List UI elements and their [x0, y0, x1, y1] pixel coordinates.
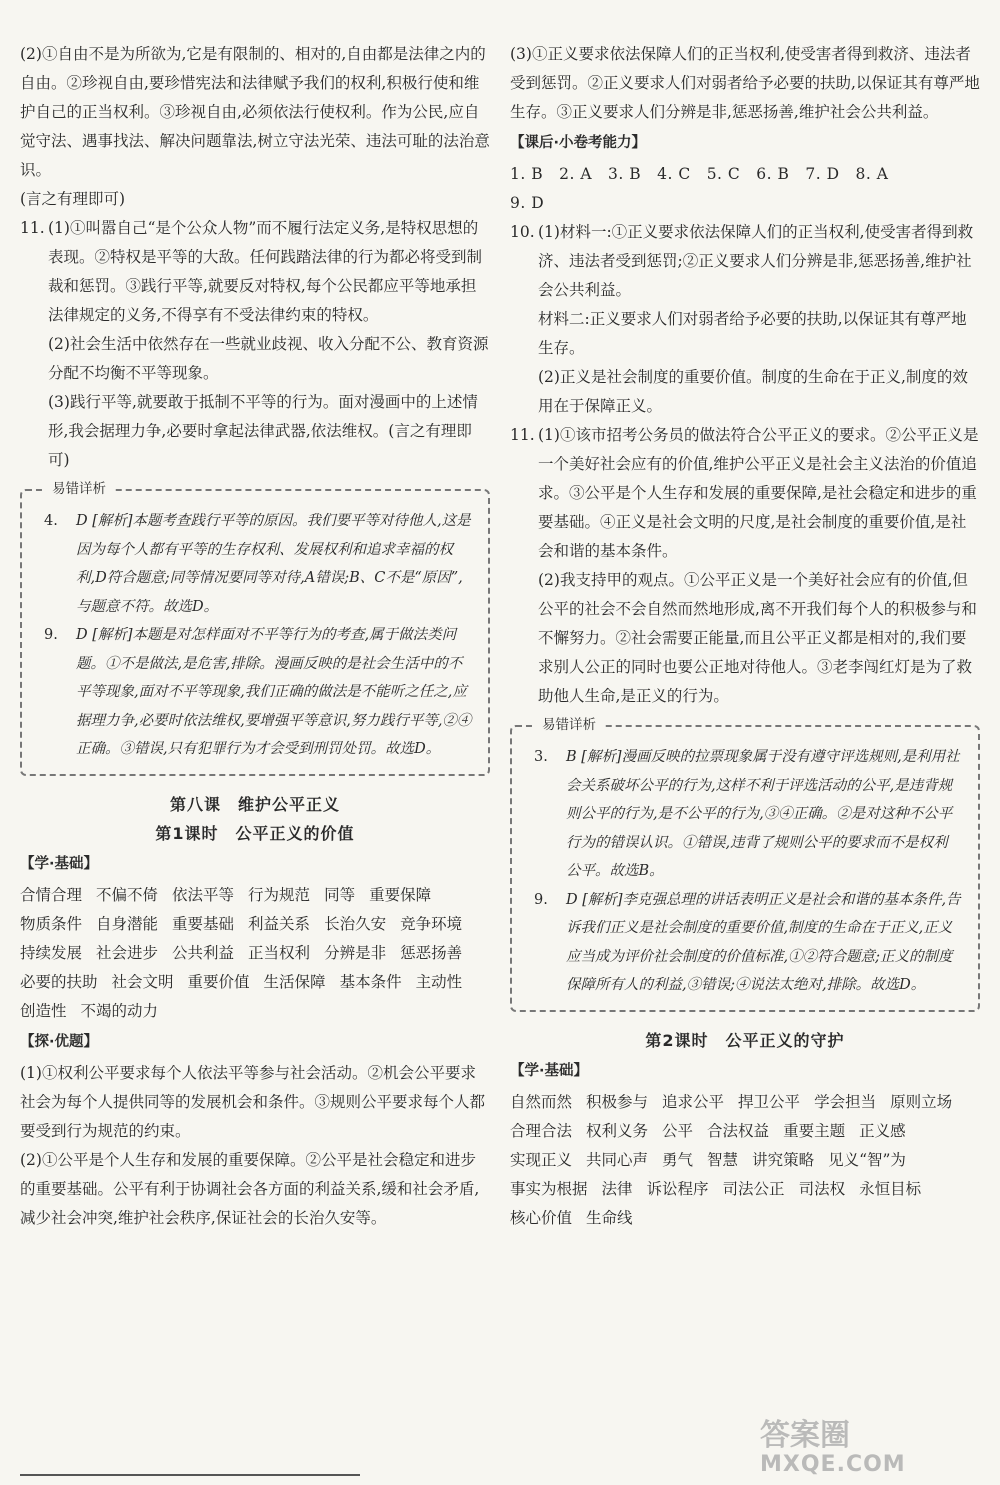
keyword: 自然而然	[510, 1092, 573, 1111]
keyword: 生命线	[586, 1208, 633, 1227]
keyword: 生活保障	[263, 972, 326, 991]
keyword: 不竭的动力	[80, 1001, 159, 1020]
answer-paragraph: (2)社会生活中依然存在一些就业歧视、收入分配不公、教育资源分配不均衡不平等现象。	[48, 335, 489, 382]
item-text: D [解析]本题是对怎样面对不平等行为的考查,属于做法类问题。①不是做法,是危害,排除。漫画反映的是社会生活中的不平等现象,面对不平等现象,我们正确的做法是不能听之任之,应据理力争,必要时依法维权,要增强平等意识,努力践行平等,②④正确。③错误,只有犯罪行为才会受到刑罚处罚。故选D。	[76, 627, 472, 757]
choice-answers: 9. D	[510, 194, 545, 212]
answer-paragraph: (3)①正义要求依法保障人们的正当权利,使受害者得到救济、违法者受到惩罚。②正义要求人们对弱者给予必要的扶助,以保证其有尊严地生存。③正义要求人们分辨是非,惩恶扬善,维护社会公共利益。	[510, 45, 980, 121]
keyword: 利益关系	[248, 914, 311, 933]
analysis-item	[44, 507, 472, 621]
keyword: 共同心声	[586, 1150, 649, 1169]
keyword: 基本条件	[339, 972, 402, 991]
keyword: 物质条件	[20, 914, 83, 933]
keyword: 创造性	[20, 1001, 67, 1020]
item-text: D [解析]李克强总理的讲话表明正义是社会和谐的基本条件,告诉我们正义是社会制度的重要价值,制度的生命在于正义,正义应当成为评价社会制度的价值标准,①②符合题意;正义的制度保障所有人的利益,③错误;④说法太绝对,排除。故选D。	[566, 891, 961, 993]
period-title: 第1课时 公平正义的价值	[155, 823, 355, 843]
keyword: 必要的扶助	[20, 972, 98, 991]
keyword: 主动性	[415, 972, 463, 991]
watermark-url: MXQE.COM	[760, 1452, 906, 1477]
keyword: 竞争环境	[400, 914, 463, 933]
item-number: 3.	[534, 749, 548, 765]
answer-paragraph: 材料二:正义要求人们对弱者给予必要的扶助,以保证其有尊严地生存。	[538, 310, 967, 357]
section-heading: 【探·优题】	[20, 1033, 99, 1050]
answer-paragraph: (1)①权利公平要求每个人依法平等参与社会活动。②机会公平要求社会为每个人提供同等的发展机会和条件。③规则公平要求每个人都要受到行为规范的约束。	[20, 1063, 486, 1140]
keyword: 长治久安	[324, 914, 387, 933]
error-analysis-box	[20, 481, 490, 776]
section-heading: 【课后·小卷考能力】	[510, 135, 647, 151]
left-column	[20, 40, 490, 1233]
analysis-item	[534, 886, 962, 1000]
keyword: 社会进步	[96, 943, 159, 962]
keyword: 永恒目标	[859, 1179, 922, 1198]
box-title: 易错详析	[44, 479, 114, 499]
item-text: D [解析]本题考查践行平等的原因。我们要平等对待他人,这是因为每个人都有平等的生存权利、发展权利和追求幸福的权利,D符合题意;同等情况要同等对待,A错误;B、C不是“原因”,与题意不符。故选D。	[76, 513, 471, 615]
analysis-item	[534, 743, 962, 886]
item-number: 4.	[44, 513, 58, 529]
question-number: 11.	[20, 219, 45, 237]
answer-paragraph: (1)①该市招考公务员的做法符合公平正义的要求。②公平正义是一个美好社会应有的价值,维护公平正义是社会主义法治的价值追求。③公平是个人生存和发展的重要保障,是社会稳定和进步的重要基础。④正义是社会文明的尺度,是社会制度的重要价值,是社会和谐的基本条件。	[538, 426, 979, 560]
keyword: 合法权益	[707, 1121, 770, 1140]
keyword: 原则立场	[890, 1092, 953, 1111]
item-text: B [解析]漫画反映的拉票现象属于没有遵守评选规则,是利用社会关系破坏公平的行为,这样不利于评选活动的公平,是违背规则公平的行为,是不公平的行为,③④正确。②是对这种不公平行为的错误认识。①错误,违背了规则公平的要求而不是权利公平。故选B。	[566, 749, 960, 879]
keyword: 捍卫公平	[738, 1092, 801, 1111]
keyword: 正义感	[859, 1121, 906, 1140]
keyword: 司法权	[798, 1179, 846, 1198]
period-title: 第2课时 公平正义的守护	[645, 1030, 845, 1050]
keyword: 惩恶扬善	[400, 943, 463, 962]
keyword: 不偏不倚	[96, 885, 159, 904]
keyword: 正当权利	[248, 943, 311, 962]
answer-paragraph: (2)我支持甲的观点。①公平正义是一个美好社会应有的价值,但公平的社会不会自然而然地形成,离不开我们每个人的积极参与和不懈努力。②社会需要正能量,而且公平正义都是相对的,我们要求别人公正的同时也要公正地对待他人。③老李闯红灯是为了救助他人生命,是正义的行为。	[538, 571, 977, 705]
question-number: 11.	[510, 426, 535, 444]
keyword: 讲究策略	[752, 1150, 815, 1169]
section-heading: 【学·基础】	[510, 1062, 589, 1079]
box-title: 易错详析	[534, 715, 604, 735]
answer-note: (言之有理即可)	[20, 190, 126, 208]
keyword: 行为规范	[248, 885, 311, 904]
answer-paragraph: (2)①公平是个人生存和发展的重要保障。②公平是社会稳定和进步的重要基础。公平有利于协调社会各方面的利益关系,缓和社会矛盾,减少社会冲突,维护社会秩序,保证社会的长治久安等。	[20, 1150, 480, 1227]
question-11	[510, 421, 980, 711]
question-number: 10.	[510, 223, 535, 241]
answer-paragraph: (1)材料一:①正义要求依法保障人们的正当权利,使受害者得到救济、违法者受到惩罚;②正义要求人们分辨是非,惩恶扬善,维护社会公共利益。	[538, 223, 974, 299]
keyword: 学会担当	[814, 1092, 877, 1111]
analysis-item	[44, 621, 472, 764]
right-column	[510, 40, 980, 1233]
keyword: 公平	[662, 1121, 694, 1140]
keyword: 法律	[601, 1179, 633, 1198]
keyword: 积极参与	[586, 1092, 649, 1111]
keyword: 权利义务	[586, 1121, 649, 1140]
keyword: 依法平等	[172, 885, 235, 904]
keyword: 重要主题	[783, 1121, 846, 1140]
keyword: 重要保障	[369, 885, 432, 904]
keyword: 核心价值	[510, 1208, 573, 1227]
keyword: 重要基础	[172, 914, 235, 933]
keyword: 司法公正	[722, 1179, 785, 1198]
question-10	[510, 218, 980, 421]
keyword: 合理合法	[510, 1121, 573, 1140]
keyword: 社会文明	[111, 972, 174, 991]
watermark-text: 答案圈	[760, 1418, 850, 1453]
item-number: 9.	[44, 627, 58, 643]
choice-answers: 1. B 2. A 3. B 4. C 5. C 6. B 7. D 8. A	[510, 165, 889, 183]
error-analysis-box	[510, 717, 980, 1012]
keyword: 公共利益	[172, 943, 235, 962]
keyword: 分辨是非	[324, 943, 387, 962]
keyword: 持续发展	[20, 943, 83, 962]
keyword: 事实为根据	[510, 1179, 588, 1198]
footer-rule	[20, 1474, 360, 1476]
keyword: 见义“智”为	[828, 1150, 906, 1169]
answer-paragraph: (2)①自由不是为所欲为,它是有限制的、相对的,自由都是法律之内的自由。②珍视自由,要珍惜宪法和法律赋予我们的权利,积极行使和维护自己的正当权利。③珍视自由,必须依法行使权利。作为公民,应自觉守法、遇事找法、解决问题靠法,树立守法光荣、违法可耻的法治意识。	[20, 45, 490, 179]
keyword: 合情合理	[20, 885, 83, 904]
watermark-logo	[760, 1420, 906, 1477]
keyword: 勇气	[662, 1150, 694, 1169]
item-number: 9.	[534, 891, 548, 908]
keyword-list	[510, 1088, 980, 1233]
answer-paragraph: (2)正义是社会制度的重要价值。制度的生命在于正义,制度的效用在于保障正义。	[538, 368, 968, 415]
keyword: 同等	[324, 885, 356, 904]
keyword: 自身潜能	[96, 914, 159, 933]
keyword-list	[20, 881, 490, 1026]
keyword: 重要价值	[187, 972, 250, 991]
keyword: 诉讼程序	[646, 1179, 709, 1198]
section-heading: 【学·基础】	[20, 855, 99, 872]
keyword: 智慧	[707, 1150, 739, 1169]
keyword: 实现正义	[510, 1150, 573, 1169]
keyword: 追求公平	[662, 1092, 725, 1111]
lesson-title: 第八课 维护公平正义	[169, 794, 340, 814]
answer-paragraph: (3)践行平等,就要敢于抵制不平等的行为。面对漫画中的上述情形,我会据理力争,必要时拿起法律武器,依法维权。(言之有理即可)	[48, 393, 478, 469]
answer-paragraph: (1)①叫嚣自己“是个公众人物”而不履行法定义务,是特权思想的表现。②特权是平等的大敌。任何践踏法律的行为都必将受到制裁和惩罚。③践行平等,就要反对特权,每个公民都应平等地承担法律规定的义务,不得享有不受法律约束的特权。	[48, 219, 483, 324]
question-11	[20, 214, 490, 475]
